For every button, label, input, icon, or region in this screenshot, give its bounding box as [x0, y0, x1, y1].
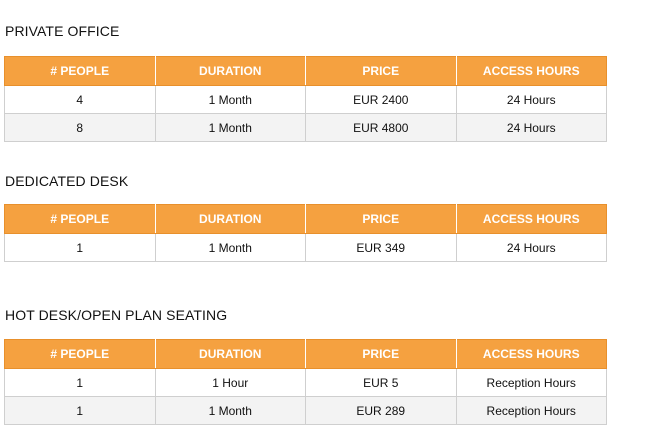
- cell-price: EUR 349: [306, 234, 457, 262]
- column-header-duration: DURATION: [155, 57, 306, 86]
- table-header-row: [5, 57, 607, 86]
- cell-price: EUR 5: [306, 369, 457, 397]
- cell-access-hours: Reception Hours: [456, 397, 607, 425]
- cell-access-hours: 24 Hours: [456, 234, 607, 262]
- section-title-dedicated-desk: DEDICATED DESK: [5, 173, 129, 189]
- cell-access-hours: 24 Hours: [456, 114, 607, 142]
- column-header-price: PRICE: [306, 57, 457, 86]
- column-header-price: PRICE: [306, 205, 457, 234]
- table-header-row: [5, 340, 607, 369]
- cell-access-hours: 24 Hours: [456, 86, 607, 114]
- pricing-table-hot-desk: [4, 339, 607, 425]
- column-header-duration: DURATION: [155, 340, 306, 369]
- cell-people: 1: [5, 397, 156, 425]
- cell-price: EUR 4800: [306, 114, 457, 142]
- table-row: [5, 397, 607, 425]
- cell-duration: 1 Month: [155, 234, 306, 262]
- column-header-price: PRICE: [306, 340, 457, 369]
- column-header-people: # PEOPLE: [5, 340, 156, 369]
- table-row: [5, 234, 607, 262]
- column-header-access-hours: ACCESS HOURS: [456, 340, 607, 369]
- cell-access-hours: Reception Hours: [456, 369, 607, 397]
- cell-duration: 1 Month: [155, 86, 306, 114]
- table-row: [5, 369, 607, 397]
- section-title-hot-desk: HOT DESK/OPEN PLAN SEATING: [5, 307, 228, 323]
- cell-people: 1: [5, 234, 156, 262]
- column-header-access-hours: ACCESS HOURS: [456, 205, 607, 234]
- pricing-table-dedicated-desk: [4, 204, 607, 262]
- table-header-row: [5, 205, 607, 234]
- section-title-private-office: PRIVATE OFFICE: [5, 23, 120, 39]
- pricing-table-private-office: [4, 56, 607, 142]
- cell-people: 1: [5, 369, 156, 397]
- cell-people: 4: [5, 86, 156, 114]
- cell-duration: 1 Month: [155, 114, 306, 142]
- column-header-people: # PEOPLE: [5, 57, 156, 86]
- column-header-people: # PEOPLE: [5, 205, 156, 234]
- table-row: [5, 86, 607, 114]
- cell-duration: 1 Month: [155, 397, 306, 425]
- table-row: [5, 114, 607, 142]
- column-header-duration: DURATION: [155, 205, 306, 234]
- cell-price: EUR 2400: [306, 86, 457, 114]
- cell-price: EUR 289: [306, 397, 457, 425]
- cell-people: 8: [5, 114, 156, 142]
- column-header-access-hours: ACCESS HOURS: [456, 57, 607, 86]
- cell-duration: 1 Hour: [155, 369, 306, 397]
